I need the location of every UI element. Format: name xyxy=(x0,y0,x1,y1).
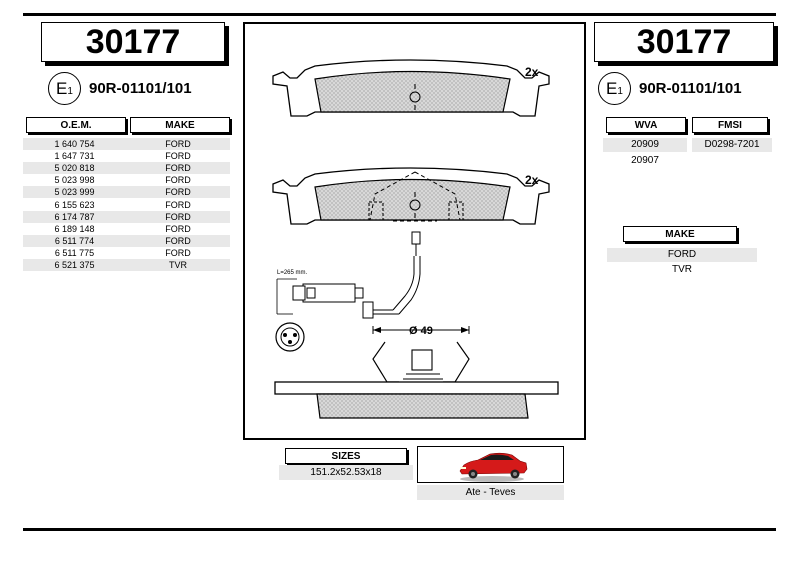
wva-value-2: 20907 xyxy=(631,155,659,166)
diameter-label: Ø 49 xyxy=(409,325,433,337)
table-row xyxy=(23,174,230,186)
oem-header: O.E.M. xyxy=(26,117,126,133)
oem-make: FORD xyxy=(165,175,191,186)
make-header: MAKE xyxy=(130,117,230,133)
oem-make: FORD xyxy=(165,247,191,258)
table-row xyxy=(23,186,230,198)
makes-header: MAKE xyxy=(623,226,737,242)
oem-make: FORD xyxy=(165,211,191,222)
bottom-rule xyxy=(23,528,776,531)
oem-number: 6 155 623 xyxy=(54,199,95,210)
make-value-1: FORD xyxy=(607,248,757,262)
vehicle-image xyxy=(417,446,564,483)
oem-number: 6 189 148 xyxy=(54,223,95,234)
oem-number: 5 023 998 xyxy=(54,175,95,186)
sizes-header: SIZES xyxy=(285,448,407,464)
table-row xyxy=(23,223,230,235)
approval-code: 90R-01101/101 xyxy=(89,80,192,97)
oem-make: FORD xyxy=(165,199,191,210)
red-car-icon xyxy=(418,447,565,484)
top-rule xyxy=(23,13,776,16)
table-row xyxy=(23,259,230,271)
oem-number: 6 521 375 xyxy=(54,259,95,270)
brake-system-label: Ate - Teves xyxy=(417,485,564,500)
oem-number: 6 511 774 xyxy=(54,235,95,246)
oem-make: FORD xyxy=(165,235,191,246)
e-approval-icon-right xyxy=(598,72,631,105)
top-pad-friction xyxy=(315,72,510,113)
oem-make: TVR xyxy=(169,259,187,270)
quantity-bottom: 2x xyxy=(525,173,539,187)
oem-make: FORD xyxy=(165,163,191,174)
e-mark-number-right: 1 xyxy=(617,86,623,97)
drawing-panel xyxy=(243,22,586,440)
oem-number: 5 020 818 xyxy=(54,163,95,174)
oem-number: 1 640 754 xyxy=(54,139,95,150)
quantity-top: 2x xyxy=(525,65,539,79)
fmsi-value-1: D0298-7201 xyxy=(692,138,772,152)
side-view-friction xyxy=(317,394,528,418)
oem-table xyxy=(23,138,230,271)
part-number-title-right: 30177 xyxy=(594,22,774,62)
oem-number: 1 647 731 xyxy=(54,151,95,162)
fmsi-header: FMSI xyxy=(692,117,768,133)
e-mark-letter: E xyxy=(56,78,68,98)
approval-mark xyxy=(48,72,192,105)
oem-make: FORD xyxy=(165,151,191,162)
oem-make: FORD xyxy=(165,187,191,198)
e-mark-letter-right: E xyxy=(606,78,618,98)
table-row xyxy=(23,162,230,174)
table-row xyxy=(23,235,230,247)
table-row xyxy=(23,138,230,150)
approval-mark-right xyxy=(598,72,742,105)
approval-code-right: 90R-01101/101 xyxy=(639,80,742,97)
wire-length-label: L=265 mm. xyxy=(277,270,308,276)
sizes-value: 151.2x52.53x18 xyxy=(279,465,413,480)
wva-value-1: 20909 xyxy=(603,138,687,152)
table-row xyxy=(23,150,230,162)
table-row xyxy=(23,198,230,210)
part-number-title: 30177 xyxy=(41,22,225,62)
oem-number: 6 511 775 xyxy=(54,247,95,258)
table-row xyxy=(23,211,230,223)
make-value-2: TVR xyxy=(672,264,692,275)
oem-make: FORD xyxy=(165,223,191,234)
bottom-pad-friction xyxy=(315,180,510,221)
wear-sensor-head xyxy=(412,232,420,244)
oem-number: 6 174 787 xyxy=(54,211,95,222)
wva-header: WVA xyxy=(606,117,686,133)
side-view-plate xyxy=(275,382,558,394)
e-mark-number: 1 xyxy=(67,86,73,97)
e-approval-icon xyxy=(48,72,81,105)
oem-make: FORD xyxy=(165,139,191,150)
brake-pad-drawing xyxy=(245,24,588,442)
oem-number: 5 023 999 xyxy=(54,187,95,198)
table-row xyxy=(23,247,230,259)
